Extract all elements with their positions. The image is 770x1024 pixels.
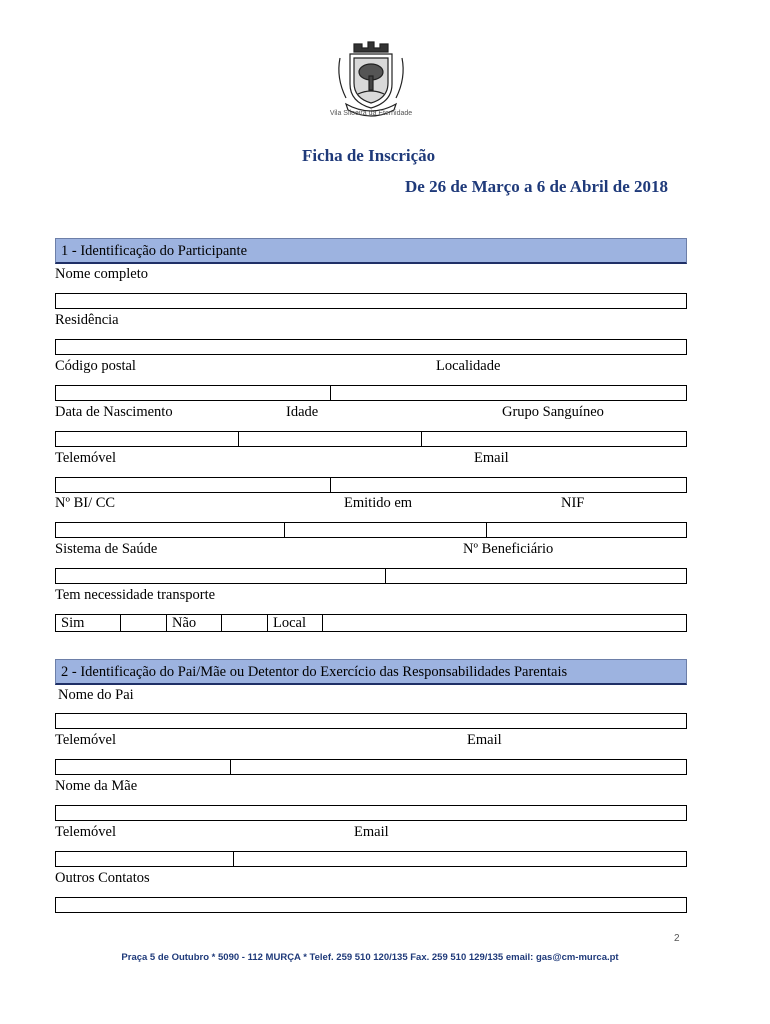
locality-field[interactable] [330,385,687,401]
form-dates: De 26 de Março a 6 de Abril de 2018 [405,177,668,196]
residence-label: Residência [55,312,119,328]
mother-email-field[interactable] [233,851,687,867]
id-number-field[interactable] [55,522,285,538]
transport-no-label: Não [167,615,222,631]
transport-yes-checkbox[interactable] [121,615,167,631]
transport-yes-label: Sim [56,615,121,631]
father-email-field[interactable] [230,759,687,775]
health-system-label: Sistema de Saúde [55,541,158,557]
transport-row [55,614,687,632]
issued-on-label: Emitido em [344,495,413,511]
crest-caption: Vila Siloeira da Eternidade [329,110,413,117]
postal-code-label: Código postal [55,358,136,374]
full-name-field[interactable] [55,293,687,309]
residence-field[interactable] [55,339,687,355]
nif-label: NIF [561,495,585,511]
beneficiary-number-field[interactable] [385,568,687,584]
other-contacts-field[interactable] [55,897,687,913]
mother-mobile-field[interactable] [55,851,234,867]
transport-place-label: Local [268,615,323,631]
issued-on-field[interactable] [284,522,487,538]
email-field[interactable] [330,477,687,493]
page-number: 2 [674,933,680,944]
health-system-field[interactable] [55,568,386,584]
footer-address: Praça 5 de Outubro * 5090 - 112 MURÇA * Telef. 259 510 120/135 Fax. 259 510 129/135 email: gas@cm-murca.pt [121,952,619,963]
section-1-header: 1 - Identificação do Participante [55,238,687,264]
id-number-label: Nº BI/ CC [55,495,116,511]
municipal-crest-logo [332,38,410,120]
birth-date-label: Data de Nascimento [55,404,173,420]
email-label: Email [474,450,509,466]
father-name-label: Nome do Pai [58,687,134,703]
mother-mobile-label: Telemóvel [55,824,116,840]
beneficiary-number-label: Nº Beneficiário [463,541,554,557]
age-field[interactable] [238,431,422,447]
father-mobile-field[interactable] [55,759,231,775]
mobile-field[interactable] [55,477,331,493]
mother-name-field[interactable] [55,805,687,821]
father-email-label: Email [467,732,502,748]
transport-place-field[interactable] [323,615,686,631]
section-2-header: 2 - Identificação do Pai/Mãe ou Detentor do Exercício das Responsabilidades Parentais [55,659,687,685]
transport-label: Tem necessidade transporte [55,587,216,603]
nif-field[interactable] [486,522,687,538]
mother-email-label: Email [354,824,389,840]
other-contacts-label: Outros Contatos [55,870,150,886]
father-mobile-label: Telemóvel [55,732,116,748]
mother-name-label: Nome da Mãe [55,778,138,794]
transport-no-checkbox[interactable] [222,615,268,631]
birth-date-field[interactable] [55,431,239,447]
mobile-label: Telemóvel [55,450,116,466]
age-label: Idade [286,404,319,420]
blood-group-label: Grupo Sanguíneo [502,404,604,420]
locality-label: Localidade [436,358,501,374]
postal-code-field[interactable] [55,385,331,401]
full-name-label: Nome completo [55,266,149,282]
blood-group-field[interactable] [421,431,687,447]
form-title: Ficha de Inscrição [302,146,436,165]
father-name-field[interactable] [55,713,687,729]
